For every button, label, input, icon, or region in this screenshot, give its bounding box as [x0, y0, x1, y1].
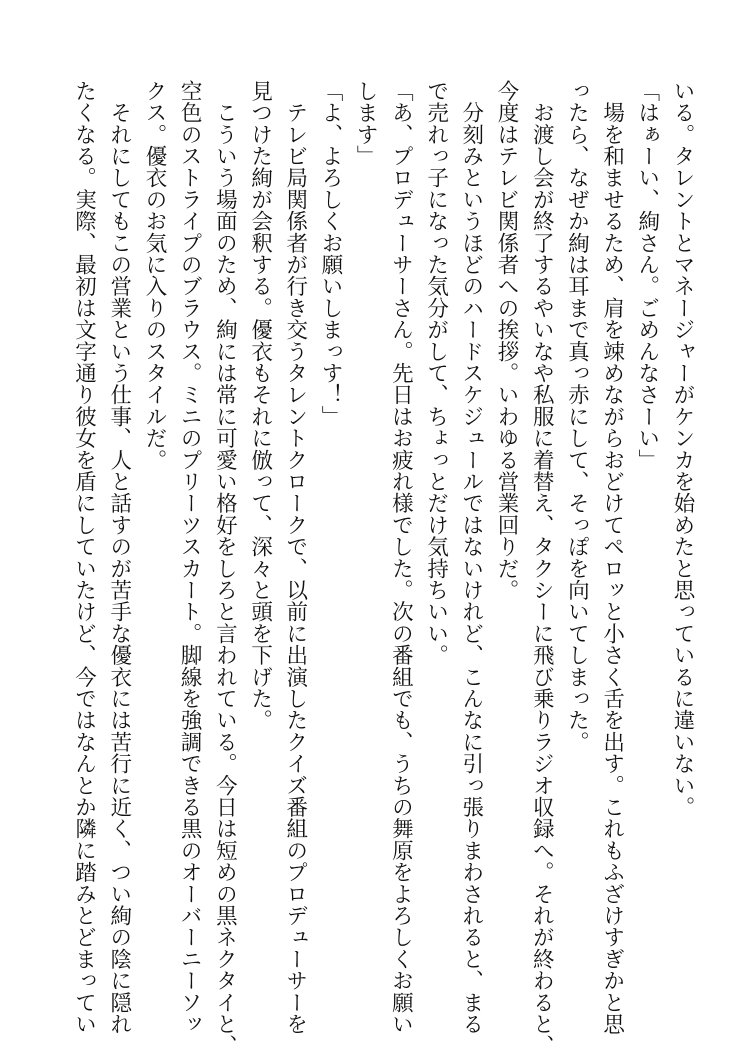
text-line: 「あ、プロデューサーさん。先日はお疲れ様でした。次の番組でも、うちの舞原をよろしくお願い: [388, 80, 414, 1035]
text-line: 「はぁーい、絢さん。ごめんなさーい」: [634, 80, 660, 471]
text-line: こういう場面のため、絢には常に可愛い格好をしろと言われている。今日は短めの黒ネクタイと、: [212, 80, 238, 1057]
text-line: 「よ、よろしくお願いしまっす！」: [317, 80, 343, 428]
text-line: します」: [353, 80, 379, 167]
text-line: 分刻みというほどのハードスケジュールではないけれど、こんなに引っ張りまわされると、まる: [458, 80, 484, 1035]
text-line: たくなる。実際、最初は文字通り彼女を盾にしていたけど、今ではなんとか隣に踏みとどまってい: [71, 80, 97, 1035]
text-line: 今度はテレビ関係者への挨拶。いわゆる営業回りだ。: [493, 80, 519, 601]
text-line: ったら、なぜか絢は耳まで真っ赤にして、そっぽを向いてしまった。: [564, 80, 590, 753]
text-line: クス。優衣のお気に入りのスタイルだ。: [141, 80, 167, 471]
text-line: それにしてもこの営業という仕事、人と話すのが苦手な優衣には苦行に近く、つい絢の陰に隠れ: [106, 80, 132, 1035]
text-line: テレビ局関係者が行き交うタレントクロークで、以前に出演したクイズ番組のプロデューサーを: [282, 80, 308, 1035]
text-line: 場を和ませるため、肩を竦めながらおどけてペロッと小さく舌を出す。これもふざけすぎかと思: [599, 80, 625, 1035]
text-line: 空色のストライプのブラウス。ミニのプリーツスカート。脚線を強調できる黒のオーバーニーソッ: [177, 80, 203, 1035]
text-line: いる。タレントとマネージャーがケンカを始めたと思っているに違いない。: [670, 80, 695, 818]
text-line: お渡し会が終了するやいなや私服に着替え、タクシーに飛び乗りラジオ収録へ。それが終わると、: [529, 80, 555, 1057]
text-line: 見つけた絢が会釈する。優衣もそれに倣って、深々と頭を下げた。: [247, 80, 273, 731]
text-line: で売れっ子になった気分がして、ちょっとだけ気持ちいい。: [423, 80, 449, 666]
vertical-text-body: [66, 80, 700, 1057]
